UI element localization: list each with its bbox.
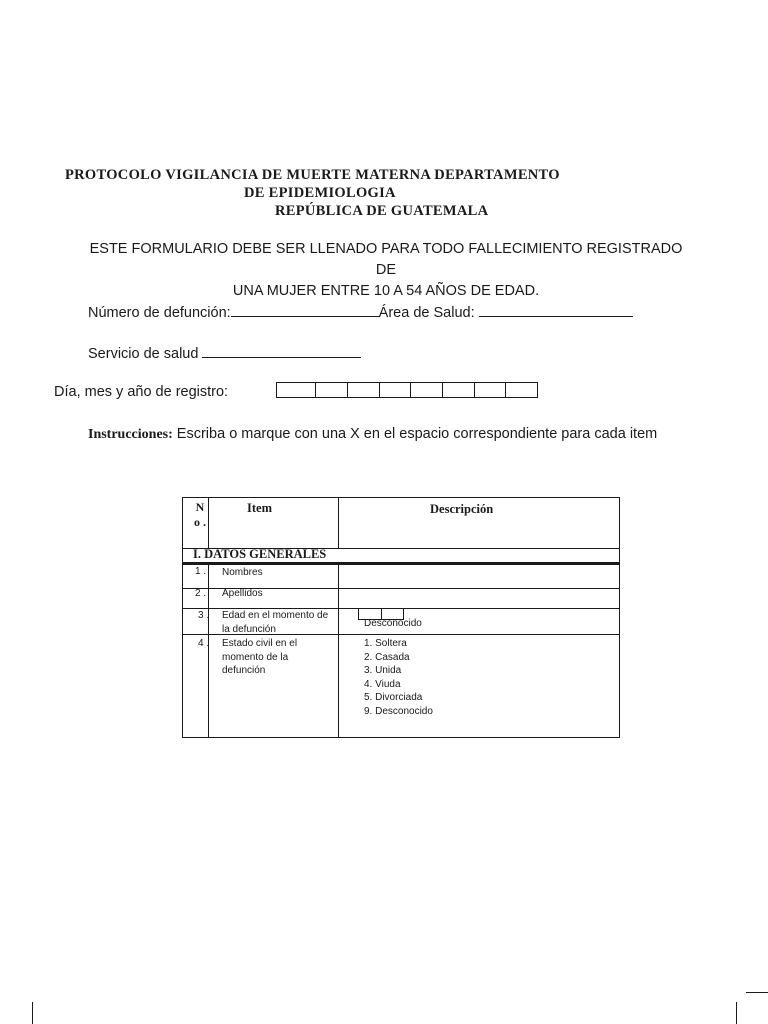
- title-line-2: DE EPIDEMIOLOGIA: [244, 185, 396, 201]
- surnames-field[interactable]: [340, 589, 618, 607]
- date-box[interactable]: [277, 383, 315, 397]
- col-divider: [208, 565, 209, 737]
- death-number-field[interactable]: [231, 302, 379, 317]
- row-item-2: Apellidos: [222, 588, 263, 599]
- date-box[interactable]: [410, 383, 442, 397]
- col-header-item: Item: [247, 501, 272, 515]
- crop-mark-left: [32, 1002, 33, 1024]
- col-divider: [338, 498, 339, 548]
- civil-status-options: [364, 637, 433, 718]
- row-item-4: Estado civil en el momento de la defunción: [222, 638, 298, 676]
- row-item-1: Nombres: [222, 567, 263, 578]
- col-header-description: Descripción: [430, 502, 494, 516]
- row-no-4: 4 .: [198, 638, 210, 649]
- section-title: I. DATOS GENERALES: [193, 547, 327, 561]
- row-no-1: 1 .: [195, 566, 207, 577]
- instructions-label: Instrucciones:: [88, 427, 173, 442]
- title-line-1: PROTOCOLO VIGILANCIA DE MUERTE MATERNA DEPARTAMENTO: [65, 167, 560, 183]
- instructions: [88, 424, 668, 445]
- title-line-3: REPÚBLICA DE GUATEMALA: [275, 203, 489, 219]
- registration-date-boxes[interactable]: [276, 382, 538, 398]
- col-divider: [338, 565, 339, 737]
- date-box[interactable]: [442, 383, 474, 397]
- notice-line-2: UNA MUJER ENTRE 10 A 54 AÑOS DE EDAD.: [232, 283, 540, 299]
- civil-status-option[interactable]: 9. Desconocido: [364, 705, 433, 717]
- date-box[interactable]: [505, 383, 537, 397]
- civil-status-option[interactable]: 5. Divorciada: [364, 692, 423, 703]
- civil-status-option[interactable]: 2. Casada: [364, 651, 410, 663]
- row-divider: [183, 634, 619, 635]
- names-field[interactable]: [340, 565, 618, 587]
- col-header-no-text: N o .: [194, 500, 206, 529]
- crop-mark-right: [736, 1002, 737, 1024]
- civil-status-option[interactable]: 3. Unida: [364, 665, 402, 676]
- date-box[interactable]: [347, 383, 379, 397]
- health-area-field[interactable]: [479, 302, 633, 317]
- crop-mark-top-right: [746, 992, 768, 993]
- date-box[interactable]: [379, 383, 411, 397]
- civil-status-option[interactable]: 4. Viuda: [364, 678, 401, 690]
- registration-date-label: Día, mes y año de registro:: [54, 384, 229, 400]
- health-area-label: Área de Salud:: [378, 305, 475, 321]
- age-unknown-label: Desconocido: [364, 618, 422, 629]
- date-box[interactable]: [474, 383, 506, 397]
- row-item-3: Edad en el momento de la defunción: [222, 610, 329, 635]
- health-service-field[interactable]: [202, 343, 361, 358]
- civil-status-option[interactable]: 1. Soltera: [364, 638, 407, 649]
- death-number-row: [88, 302, 633, 321]
- notice-line-1: ESTE FORMULARIO DEBE SER LLENADO PARA TODO FALLECIMIENTO REGISTRADO DE: [89, 241, 683, 278]
- form-notice: [80, 239, 692, 302]
- row-no-3: 3 .: [198, 610, 210, 621]
- date-box[interactable]: [315, 383, 347, 397]
- death-number-label: Número de defunción:: [88, 305, 231, 321]
- row-no-2: 2 .: [195, 588, 207, 599]
- instructions-text: Escriba o marque con una X en el espacio correspondiente para cada item: [172, 426, 658, 442]
- health-service-row: [88, 343, 361, 362]
- col-divider: [208, 498, 209, 548]
- general-data-table: [182, 497, 620, 738]
- health-service-label: Servicio de salud: [88, 346, 199, 362]
- col-header-no: [191, 500, 209, 530]
